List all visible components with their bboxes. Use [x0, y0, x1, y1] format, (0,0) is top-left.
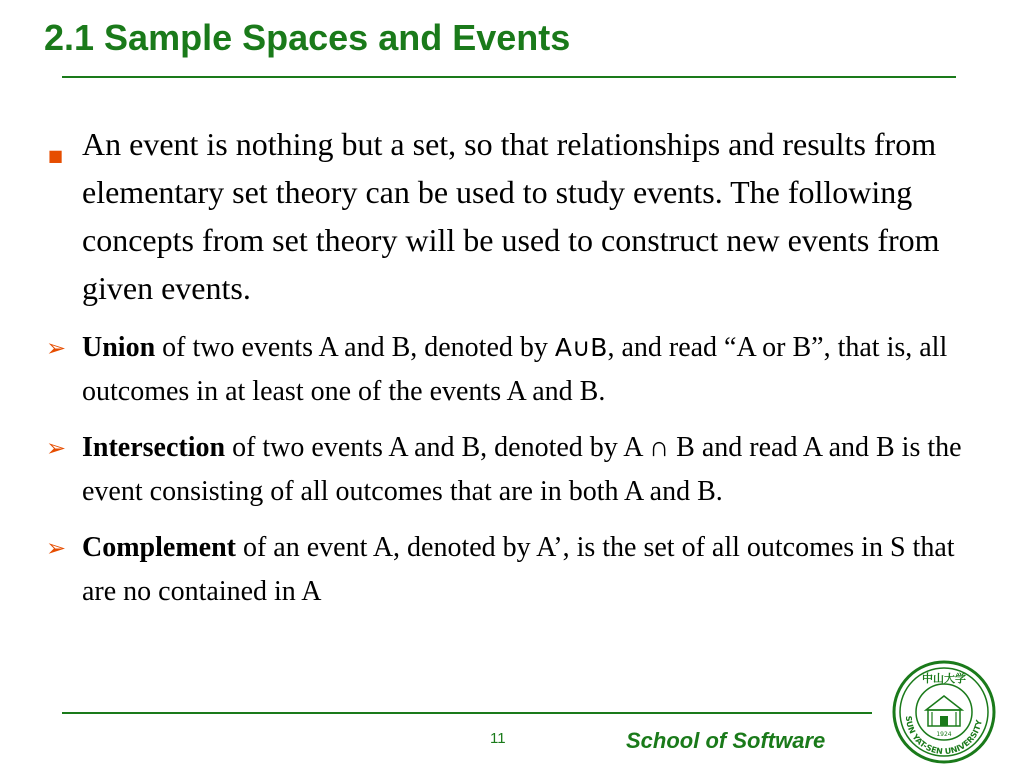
slide-title: 2.1 Sample Spaces and Events: [44, 17, 571, 58]
union-text-b: , and read “A or B”, that is, all outcomes in at least one of the events A and B.: [82, 332, 948, 407]
list-item: [42, 526, 992, 614]
intersection-text: of two events A and B, denoted by A ∩ B and read A and B is the event consisting of all outcomes that are in both A and B.: [82, 432, 962, 507]
slide-body: [42, 120, 992, 626]
square-bullet-icon: ■: [48, 146, 64, 165]
union-text-a: of two events A and B, denoted by: [155, 332, 555, 363]
footer-label: School of Software: [626, 728, 826, 753]
title-divider: [62, 76, 956, 78]
union-term: Union: [82, 332, 156, 363]
svg-text:SUN YAT-SEN UNIVERSITY: SUN YAT-SEN UNIVERSITY: [903, 715, 984, 757]
svg-text:1924: 1924: [936, 731, 952, 738]
list-item: [42, 326, 992, 414]
page-number: 11: [490, 730, 506, 747]
footer-divider: [62, 712, 872, 714]
arrow-bullet-icon: ➢: [46, 434, 67, 462]
svg-text:中山大学: 中山大学: [922, 672, 966, 685]
intersection-term: Intersection: [82, 432, 226, 463]
arrow-bullet-icon: ➢: [46, 534, 67, 562]
list-item: [42, 120, 992, 312]
university-seal-logo: [888, 660, 1000, 764]
intro-text: An event is nothing but a set, so that relationships and results from elementary set theory can be used to study events. The following concepts from set theory will be used to construct new events from given events.: [82, 126, 940, 306]
arrow-bullet-icon: ➢: [46, 334, 67, 362]
union-symbol: A∪B: [554, 333, 608, 362]
list-item: [42, 426, 992, 514]
complement-term: Complement: [82, 532, 236, 563]
complement-text: of an event A, denoted by A’, is the set of all outcomes in S that are no contained in A: [82, 532, 955, 607]
